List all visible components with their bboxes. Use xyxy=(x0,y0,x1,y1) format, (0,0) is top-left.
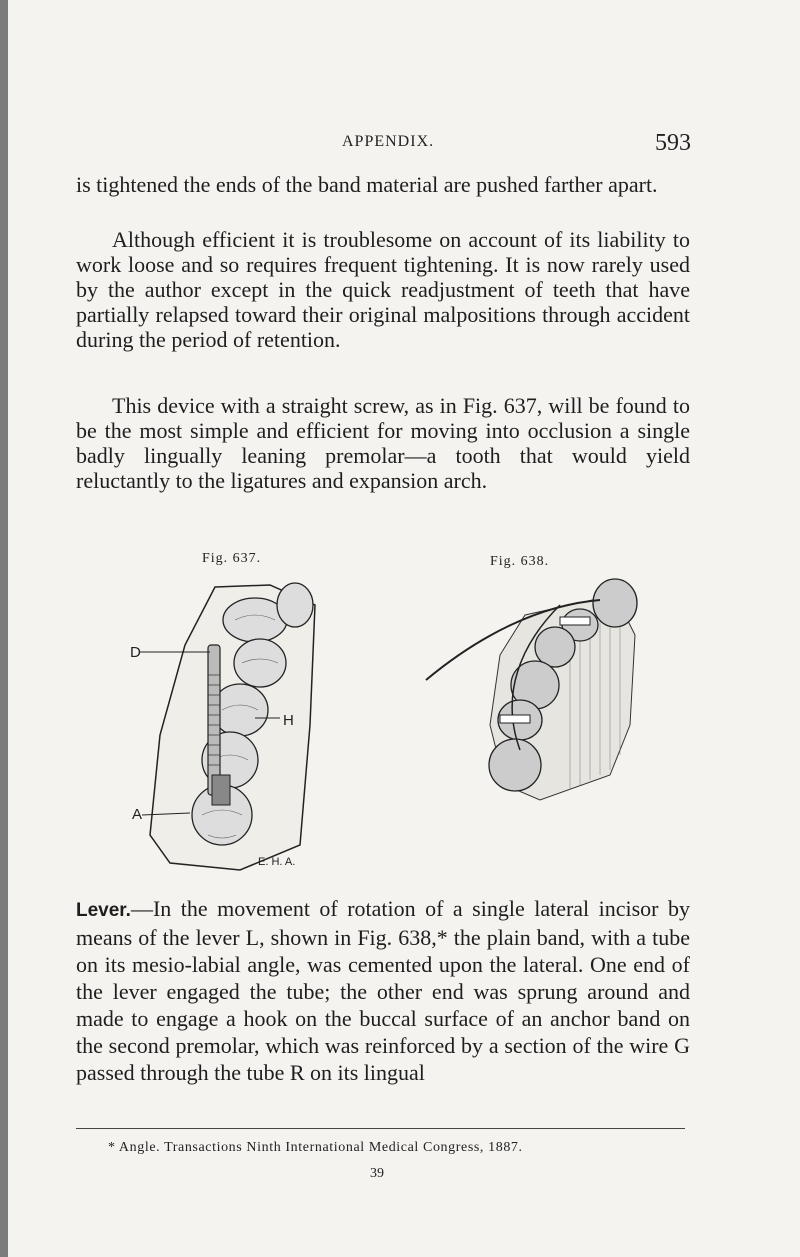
signature-mark: 39 xyxy=(370,1166,384,1181)
paragraph-straight-screw: This device with a straight screw, as in Fig. 637, will be found to be the most simple and efficient for moving into occlusion a single badly lingually leaning premolar—a tooth that would yield reluctantly to the ligatures and expansion arch. xyxy=(76,393,690,493)
running-title: APPENDIX. xyxy=(342,133,435,150)
engraver-signature: E. H. A. xyxy=(258,856,296,868)
lever-text: —In the movement of rotation of a single lateral incisor by means of the lever L, shown in Fig. 638,* the plain band, with a tube on its mesio-labial angle, was cemented upon the lateral. One end of the lever engaged the tube; the other end was sprung around and made to engage a hook on the buccal surface of an anchor band on the second premolar, which was reinforced by a section of the wire G passed through the tube R on its lingual xyxy=(76,896,690,1085)
paragraph-lever xyxy=(76,895,690,1086)
page-number: 593 xyxy=(655,130,691,156)
footnote: * Angle. Transactions Ninth International Medical Congress, 1887. xyxy=(108,1140,523,1155)
figure-637-caption: Fig. 637. xyxy=(202,551,262,566)
running-header xyxy=(0,130,800,160)
section-heading-lever: Lever. xyxy=(76,900,131,921)
figure-label-h: H xyxy=(283,712,294,729)
figure-label-d: D xyxy=(130,644,141,661)
figure-638-illustration xyxy=(420,575,645,805)
paragraph-continuation: is tightened the ends of the band material are pushed farther apart. xyxy=(76,172,658,197)
footnote-rule xyxy=(76,1128,685,1129)
paragraph-efficiency: Although efficient it is troublesome on account of its liability to work loose and so requires frequent tightening. It is now rarely used by the author except in the quick readjustment of teeth that have partially relapsed toward their original malpositions through accident during the period of retention. xyxy=(76,227,690,352)
figure-label-a: A xyxy=(132,806,143,823)
figure-637-illustration xyxy=(130,575,330,875)
figure-638-caption: Fig. 638. xyxy=(490,554,550,569)
